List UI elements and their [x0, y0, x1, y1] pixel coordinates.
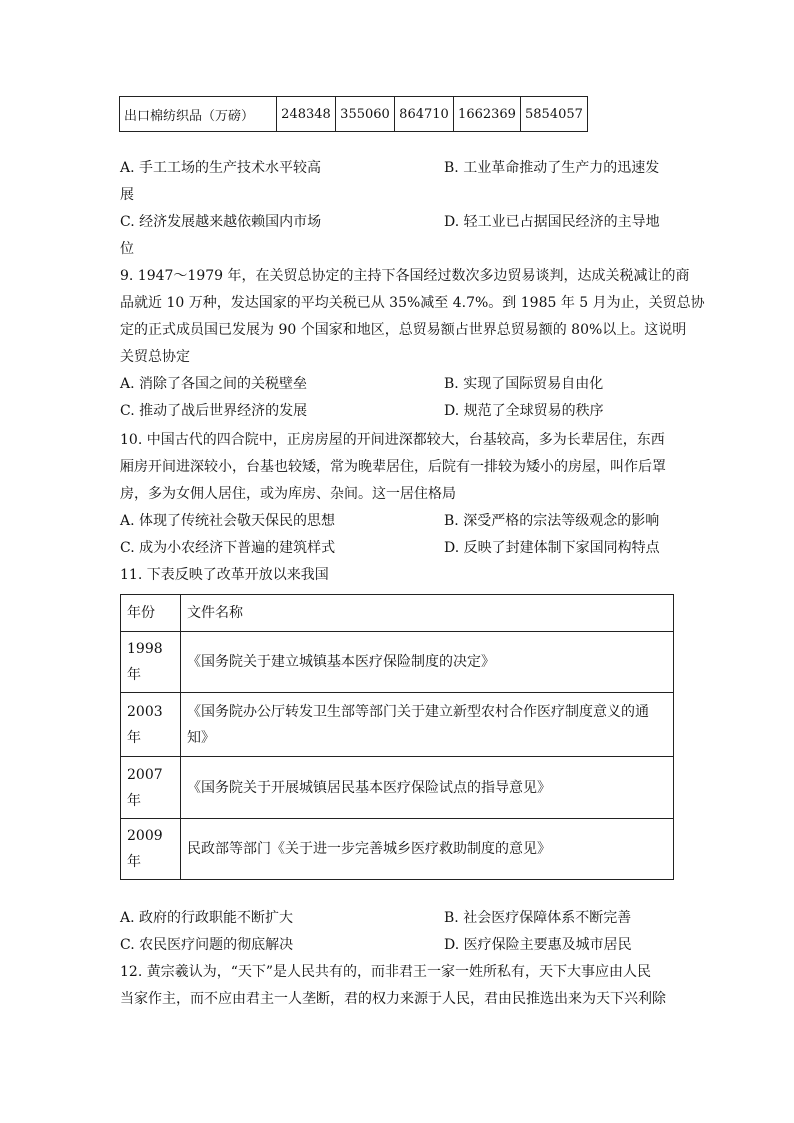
q10-option-d: D. 反映了封建体制下家国同构特点 — [444, 540, 660, 556]
header-document: 文件名称 — [181, 595, 674, 632]
q10-stem-line: 10. 中国古代的四合院中，正房房屋的开间进深都较大，台基较高，多为长辈居住，东西 — [120, 432, 665, 448]
policy-table — [120, 594, 674, 880]
document-title: 民政部等部门《关于进一步完善城乡医疗救助制度的意见》 — [187, 841, 551, 857]
q9-option-b: B. 实现了国际贸易自由化 — [444, 376, 604, 392]
q9-option-a: A. 消除了各国之间的关税壁垒 — [120, 376, 308, 392]
q10-stem-line: 厢房开间进深较小，台基也较矮，常为晚辈居住，后院有一排较为矮小的房屋，叫作后罩 — [120, 459, 666, 475]
q8-option-b: B. 工业革命推动了生产力的迅速发 — [444, 160, 660, 176]
q12-stem-line: 当家作主，而不应由君主一人垄断，君的权力来源于人民，君由民推选出来为天下兴利除 — [120, 991, 666, 1007]
year-number: 1998 — [127, 641, 163, 657]
q10-option-c: C. 成为小农经济下普遍的建筑样式 — [120, 540, 336, 556]
year-suffix: 年 — [127, 854, 141, 870]
document-title: 《国务院关于建立城镇基本医疗保险制度的决定》 — [187, 654, 495, 670]
q9-stem-line: 关贸总协定 — [120, 349, 190, 365]
table-row — [121, 693, 674, 757]
document-cell — [181, 693, 674, 757]
document-cell — [181, 819, 674, 880]
year-cell — [121, 693, 181, 757]
q11-option-c: C. 农民医疗问题的彻底解决 — [120, 937, 294, 953]
export-table — [119, 96, 588, 132]
q11-option-a: A. 政府的行政职能不断扩大 — [120, 910, 294, 926]
year-suffix: 年 — [127, 729, 141, 746]
year-number: 2007 — [127, 766, 163, 783]
export-value-cell: 355060 — [336, 97, 395, 132]
q11-option-d: D. 医疗保险主要惠及城市居民 — [444, 937, 632, 953]
export-value-cell: 248348 — [277, 97, 336, 132]
q9-stem-line: 9. 1947～1979 年，在关贸总协定的主持下各国经过数次多边贸易谈判，达成关税减让的商 — [120, 268, 690, 284]
document-title-continued: 知》 — [187, 729, 215, 746]
document-cell — [181, 757, 674, 819]
export-value-cell: 1662369 — [454, 97, 521, 132]
export-label-cell: 出口棉纺织品（万磅） — [120, 97, 277, 132]
q8-option-d-continued: 位 — [120, 241, 134, 257]
q10-option-b: B. 深受严格的宗法等级观念的影响 — [444, 513, 660, 529]
table-row — [121, 819, 674, 880]
q9-option-d: D. 规范了全球贸易的秩序 — [444, 403, 604, 419]
q10-option-a: A. 体现了传统社会敬天保民的思想 — [120, 513, 336, 529]
q10-stem-line: 房，多为女佣人居住，或为库房、杂间。这一居住格局 — [120, 486, 456, 502]
q11-option-b: B. 社会医疗保障体系不断完善 — [444, 910, 632, 926]
document-title: 《国务院办公厅转发卫生部等部门关于建立新型农村合作医疗制度意义的通 — [187, 703, 649, 720]
q12-stem-line: 12. 黄宗羲认为，“天下”是人民共有的，而非君王一家一姓所私有，天下大事应由人民 — [120, 964, 652, 980]
export-value-cell: 5854057 — [521, 97, 588, 132]
year-cell — [121, 819, 181, 880]
year-cell — [121, 632, 181, 693]
q8-option-c: C. 经济发展越来越依赖国内市场 — [120, 214, 322, 230]
export-value-cell: 864710 — [395, 97, 454, 132]
q8-option-a: A. 手工工场的生产技术水平较高 — [120, 160, 322, 176]
table-header-row — [121, 595, 674, 632]
table-row — [121, 757, 674, 819]
year-cell — [121, 757, 181, 819]
q11-stem: 11. 下表反映了改革开放以来我国 — [120, 567, 329, 583]
year-number: 2003 — [127, 703, 163, 720]
year-suffix: 年 — [127, 667, 141, 683]
year-number: 2009 — [127, 828, 163, 844]
table-row — [120, 97, 588, 132]
q9-stem-line: 定的正式成员国已发展为 90 个国家和地区，总贸易额占世界总贸易额的 80%以上。这说明 — [120, 322, 687, 338]
q8-option-b-continued: 展 — [120, 187, 134, 203]
q9-stem-line: 品就近 10 万种，发达国家的平均关税已从 35%减至 4.7%。到 1985 年 5 月为止，关贸总协 — [120, 295, 705, 311]
document-cell — [181, 632, 674, 693]
document-title: 《国务院关于开展城镇居民基本医疗保险试点的指导意见》 — [187, 779, 551, 796]
q8-option-d: D. 轻工业已占据国民经济的主导地 — [444, 214, 660, 230]
q9-option-c: C. 推动了战后世界经济的发展 — [120, 403, 308, 419]
header-year: 年份 — [121, 595, 181, 632]
year-suffix: 年 — [127, 792, 141, 809]
table-row — [121, 632, 674, 693]
